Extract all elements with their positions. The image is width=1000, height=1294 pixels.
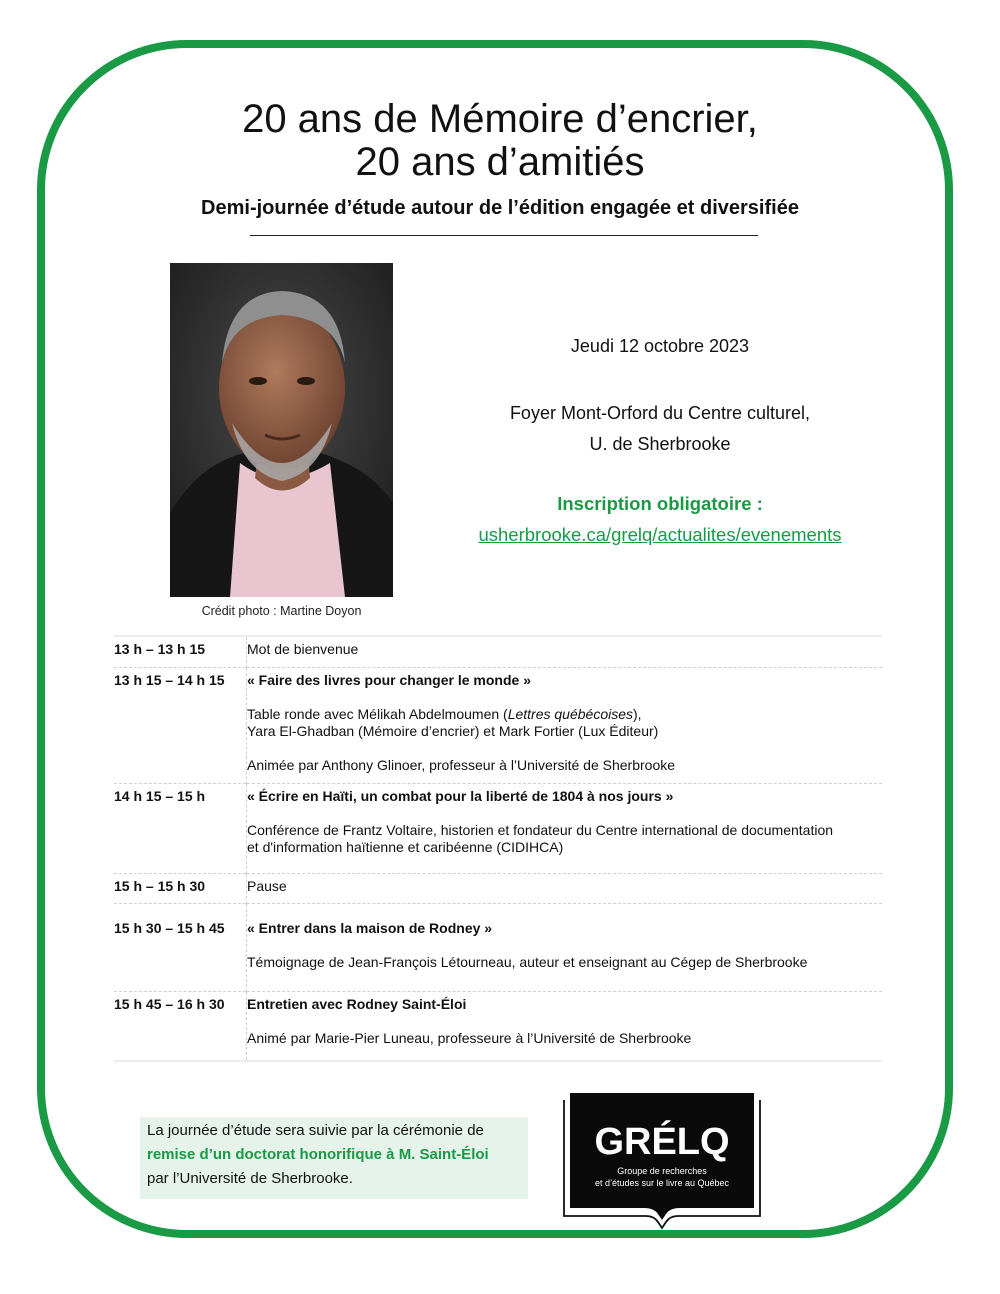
schedule-row bbox=[114, 991, 882, 1061]
schedule-desc bbox=[247, 903, 883, 991]
event-date: Jeudi 12 octobre 2023 bbox=[570, 336, 750, 356]
schedule-time: 15 h 30 – 15 h 45 bbox=[114, 903, 247, 991]
page-title bbox=[0, 98, 1000, 184]
session-title: « Écrire en Haïti, un combat pour la liberté de 1804 à nos jours » bbox=[247, 787, 674, 804]
registration-link[interactable]: usherbrooke.ca/grelq/actualites/evenements bbox=[478, 524, 842, 545]
note-highlight: remise d’un doctorat honorifique à M. Saint-Éloi bbox=[147, 1146, 489, 1163]
schedule-table bbox=[114, 635, 882, 1062]
schedule-desc: Pause bbox=[247, 873, 883, 903]
session-text: Animé par Marie-Pier Luneau, professeure à l’Université de Sherbrooke bbox=[247, 1029, 692, 1046]
session-title: « Faire des livres pour changer le monde » bbox=[247, 671, 531, 688]
book-logo-icon bbox=[562, 1090, 762, 1230]
schedule-time: 13 h – 13 h 15 bbox=[114, 636, 247, 667]
session-text bbox=[247, 706, 882, 740]
logo-tagline-2: et d’études sur le livre au Québec bbox=[594, 1178, 730, 1188]
schedule-time: 15 h 45 – 16 h 30 bbox=[114, 991, 247, 1061]
schedule-row bbox=[114, 667, 882, 783]
session-text-part: Yara El-Ghadban (Mémoire d’encrier) et Mark Fortier (Lux Éditeur) bbox=[247, 722, 659, 739]
note-line-3: par l’Université de Sherbrooke. bbox=[147, 1170, 353, 1187]
portrait-illustration bbox=[170, 263, 393, 597]
schedule-time: 15 h – 15 h 30 bbox=[114, 873, 247, 903]
schedule-desc: Mot de bienvenue bbox=[247, 641, 359, 657]
logo-tagline-1: Groupe de recherches bbox=[617, 1166, 707, 1176]
divider bbox=[250, 235, 758, 236]
session-text-part: Conférence de Frantz Voltaire, historien et fondateur du Centre international de documentation bbox=[247, 821, 834, 838]
session-text-part: et d'information haïtienne et caribéenne (CIDIHCA) bbox=[247, 838, 564, 855]
title-line-1: 20 ans de Mémoire d’encrier, bbox=[242, 97, 758, 141]
note-line-1: La journée d’étude sera suivie par la cérémonie de bbox=[147, 1122, 484, 1139]
portrait-photo bbox=[170, 263, 393, 597]
session-title: « Entrer dans la maison de Rodney » bbox=[247, 919, 493, 936]
schedule-row bbox=[114, 873, 882, 903]
session-title: Entretien avec Rodney Saint-Éloi bbox=[247, 995, 467, 1012]
schedule-time: 13 h 15 – 14 h 15 bbox=[114, 667, 247, 783]
schedule-row bbox=[114, 636, 882, 667]
journal-title: Lettres québécoises bbox=[507, 705, 634, 722]
event-venue bbox=[440, 398, 880, 460]
session-text-part: Table ronde avec Mélikah Abdelmoumen ( bbox=[247, 705, 508, 722]
schedule-desc bbox=[247, 991, 883, 1061]
venue-line-1: Foyer Mont-Orford du Centre culturel, bbox=[509, 403, 811, 423]
schedule-desc bbox=[247, 783, 883, 873]
honorary-doctorate-note bbox=[140, 1117, 528, 1199]
schedule-desc bbox=[247, 667, 883, 783]
grelq-logo bbox=[562, 1090, 762, 1230]
session-moderator: Animée par Anthony Glinoer, professeur à l’Université de Sherbrooke bbox=[247, 756, 676, 773]
schedule-row bbox=[114, 903, 882, 991]
session-text: Témoignage de Jean-François Létourneau, auteur et enseignant au Cégep de Sherbrooke bbox=[247, 953, 808, 970]
logo-name: GRÉLQ bbox=[594, 1121, 730, 1163]
session-text bbox=[247, 822, 882, 856]
schedule-time: 14 h 15 – 15 h bbox=[114, 783, 247, 873]
venue-line-2: U. de Sherbrooke bbox=[589, 434, 731, 454]
session-text-part: ), bbox=[633, 705, 642, 722]
title-line-2: 20 ans d’amitiés bbox=[355, 140, 645, 184]
subtitle: Demi-journée d’étude autour de l’édition engagée et diversifiée bbox=[201, 197, 799, 219]
registration-label: Inscription obligatoire : bbox=[557, 493, 763, 514]
schedule-row bbox=[114, 783, 882, 873]
photo-credit: Crédit photo : Martine Doyon bbox=[201, 604, 362, 618]
